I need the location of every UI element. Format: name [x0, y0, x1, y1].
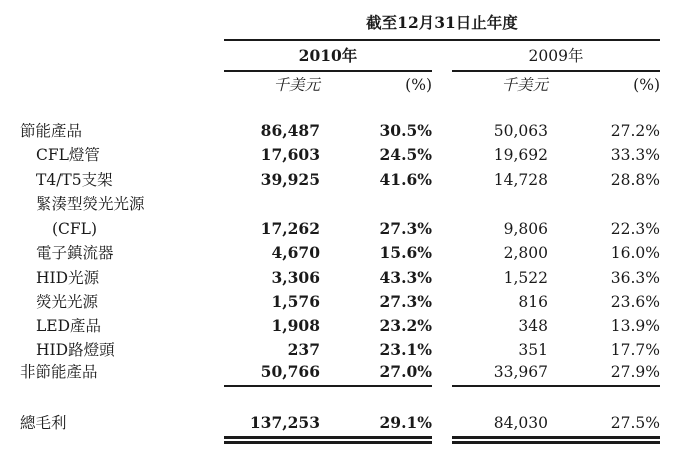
value-2010: 50,766: [260, 362, 320, 381]
pct-label-2009: (%): [633, 76, 660, 94]
pct-2009: 22.3%: [610, 220, 660, 238]
pct-2010: 23.2%: [379, 316, 432, 335]
row-label-ballast: 電子鎮流器: [36, 244, 114, 262]
pct-2010: 43.3%: [379, 268, 432, 287]
row-label-fluorescent: 熒光光源: [36, 293, 99, 311]
value-2009: 2,800: [503, 244, 548, 262]
pct-2009: 23.6%: [610, 293, 660, 311]
total-pct-2009: 27.5%: [610, 414, 660, 432]
total-double-rule-2009-bottom: [452, 441, 660, 444]
pct-2009: 28.8%: [610, 171, 660, 189]
row-label-t4t5: T4/T5支架: [36, 171, 113, 189]
pct-2009: 13.9%: [610, 317, 660, 335]
value-2009: 1,522: [503, 269, 548, 287]
value-2010: 17,262: [260, 219, 320, 238]
value-2009: 50,063: [493, 122, 548, 140]
row-label-compact-fluorescent: 緊湊型熒光光源: [36, 195, 145, 213]
value-2009: 348: [518, 317, 548, 335]
value-2009: 816: [518, 293, 548, 311]
value-2009: 33,967: [493, 363, 548, 381]
year-2009-underline: [452, 70, 660, 72]
total-value-2010: 137,253: [249, 413, 320, 432]
value-2010: 39,925: [260, 170, 320, 189]
value-2010: 86,487: [260, 121, 320, 140]
row-label-energy-saving: 節能產品: [20, 122, 83, 140]
value-2010: 3,306: [271, 268, 320, 287]
pct-label-2010: (%): [405, 76, 432, 94]
pct-2010: 27.0%: [379, 362, 432, 381]
total-value-2009: 84,030: [493, 414, 548, 432]
row-label-led: LED產品: [36, 317, 102, 335]
pct-2009: 17.7%: [610, 341, 660, 359]
pct-2009: 27.9%: [610, 363, 660, 381]
period-header: 截至12月31日止年度: [366, 13, 518, 32]
pct-2009: 16.0%: [610, 244, 660, 262]
total-label: 總毛利: [20, 414, 67, 432]
unit-label-2009: 千美元: [501, 76, 548, 94]
row-label-hid: HID光源: [36, 269, 100, 287]
value-2010: 237: [287, 340, 320, 359]
period-underline: [224, 39, 660, 41]
total-double-rule-2010-bottom: [224, 441, 432, 444]
pct-2010: 15.6%: [379, 243, 432, 262]
year-2010-underline: [224, 70, 432, 72]
pct-2009: 36.3%: [610, 269, 660, 287]
value-2010: 17,603: [260, 145, 320, 164]
pct-2009: 33.3%: [610, 146, 660, 164]
subtotal-rule-2009: [452, 385, 660, 387]
row-label-hid-street: HID路燈頭: [36, 341, 115, 359]
pct-2010: 27.3%: [379, 292, 432, 311]
total-double-rule-2010-top: [224, 436, 432, 439]
value-2009: 19,692: [493, 146, 548, 164]
row-label-cfl: (CFL): [52, 220, 98, 238]
total-double-rule-2009-top: [452, 436, 660, 439]
value-2010: 1,576: [271, 292, 320, 311]
pct-2009: 27.2%: [610, 122, 660, 140]
row-label-non-energy-saving: 非節能產品: [20, 363, 98, 381]
pct-2010: 41.6%: [379, 170, 432, 189]
value-2009: 9,806: [503, 220, 548, 238]
pct-2010: 24.5%: [379, 145, 432, 164]
year-2009-header: 2009年: [528, 47, 584, 65]
pct-2010: 30.5%: [379, 121, 432, 140]
row-label-cfl-tube: CFL燈管: [36, 146, 100, 164]
value-2010: 4,670: [271, 243, 320, 262]
value-2010: 1,908: [271, 316, 320, 335]
subtotal-rule-2010: [224, 385, 432, 387]
value-2009: 351: [518, 341, 548, 359]
pct-2010: 27.3%: [379, 219, 432, 238]
unit-label-2010: 千美元: [273, 76, 320, 94]
pct-2010: 23.1%: [379, 340, 432, 359]
value-2009: 14,728: [493, 171, 548, 189]
total-pct-2010: 29.1%: [379, 413, 432, 432]
year-2010-header: 2010年: [298, 46, 358, 65]
